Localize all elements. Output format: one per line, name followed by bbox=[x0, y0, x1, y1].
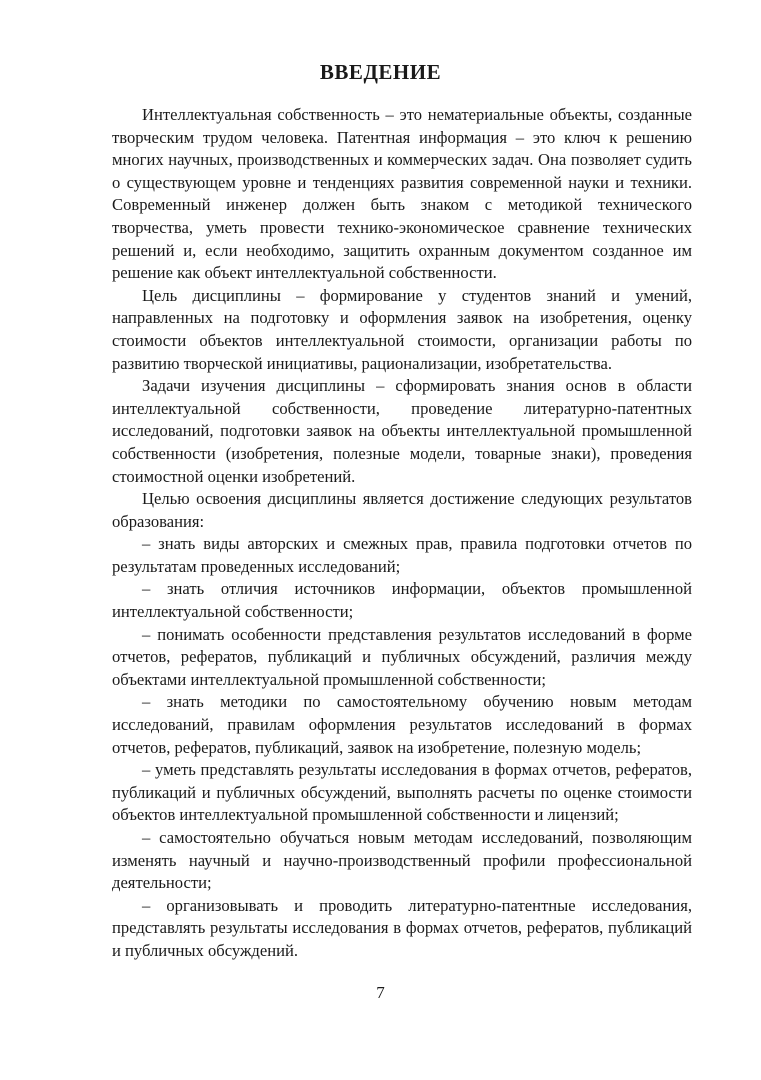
list-item: – организовывать и проводить литературно-патентные исследования, представлять результаты исследования в формах отчетов, рефератов, публикаций и публичных обсуждений. bbox=[112, 895, 692, 960]
paragraph-tasks: Задачи изучения дисциплины – сформировать знания основ в области интеллектуальной собственности, проведение литературно-патентных исследований, подготовки заявок на объекты интеллектуальной промышленной собственности (изобретения, полезные модели, товарные знаки), проведения стоимостной оценки изобретений. bbox=[112, 376, 692, 486]
body-text bbox=[112, 104, 692, 963]
page-number: 7 bbox=[376, 983, 385, 1002]
paragraph-goal: Цель дисциплины – формирование у студентов знаний и умений, направленных на подготовку и оформления заявок на изобретения, оценку стоимости объектов интеллектуальной стоимости, организации работы по развитию творческой инициативы, рационализации, изобретательства. bbox=[112, 285, 692, 373]
page-title: ВВЕДЕНИЕ bbox=[319, 60, 442, 84]
paragraph-intro: Интеллектуальная собственность – это нематериальные объекты, созданные творческим трудом человека. Патентная информация – это ключ к решению многих научных, производственных и коммерческих задач. Она позволяет судить о существующем уровне и тенденциях развития современной науки и техники. Современный инженер должен быть знаком с методикой технического творчества, уметь провести технико-экономическое сравнение технических решений и, если необходимо, защитить охранным документом созданное им решение как объект интеллектуальной собственности. bbox=[112, 105, 692, 283]
list-item: – понимать особенности представления результатов исследований в форме отчетов, рефератов, публикаций и публичных обсуждений, различия между объектами интеллектуальной промышленной собственности; bbox=[112, 624, 692, 689]
list-item: – уметь представлять результаты исследования в формах отчетов, рефератов, публикаций и публичных обсуждений, выполнять расчеты по оценке стоимости объектов интеллектуальной промышленной собственности и лицензий; bbox=[112, 760, 692, 825]
list-item: – знать отличия источников информации, объектов промышленной интеллектуальной собственности; bbox=[112, 579, 692, 622]
list-item: – знать виды авторских и смежных прав, правила подготовки отчетов по результатам проведенных исследований; bbox=[112, 534, 692, 576]
list-item: – знать методики по самостоятельному обучению новым методам исследований, правилам оформления результатов исследований в формах отчетов, рефератов, публикаций, заявок на изобретение, полезную модель; bbox=[112, 692, 692, 757]
paragraph-outcomes-intro: Целью освоения дисциплины является достижение следующих результатов образования: bbox=[112, 489, 692, 531]
list-item: – самостоятельно обучаться новым методам исследований, позволяющим изменять научный и научно-производственный профили профессиональной деятельности; bbox=[112, 828, 692, 893]
